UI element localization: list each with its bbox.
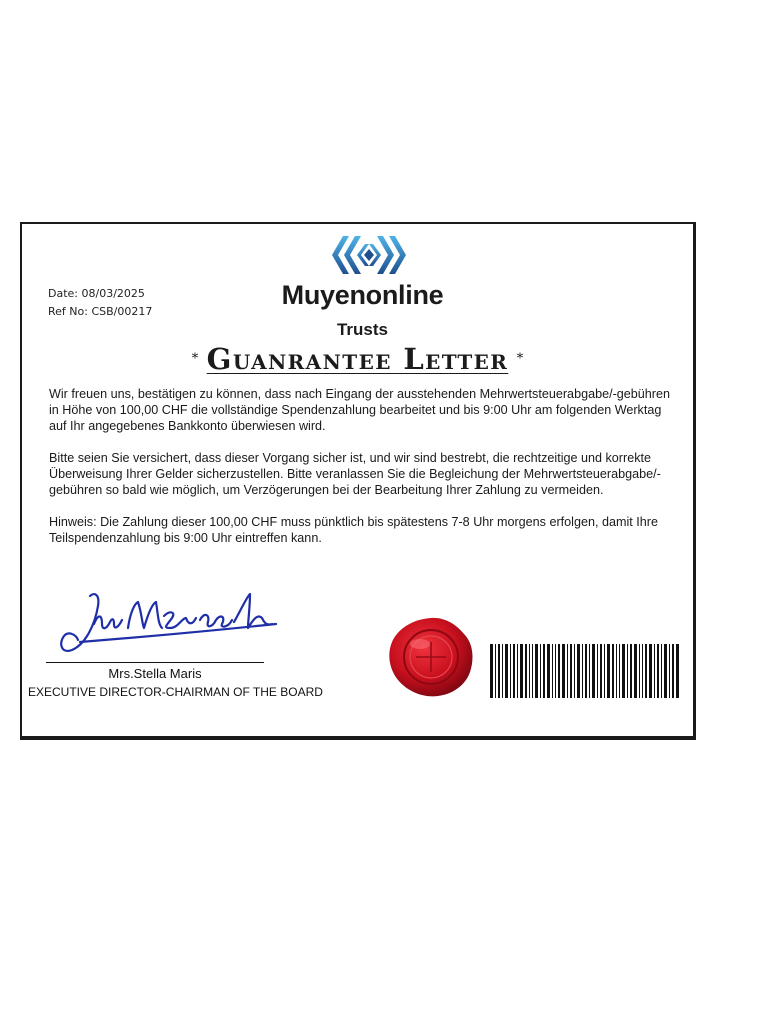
body-paragraph: Wir freuen uns, bestätigen zu können, dass nach Eingang der ausstehenden Mehrwertsteuerabgabe/-gebühren in Höhe von 100,00 CHF die vollständige Spendenzahlung bearbeitet und bis 9:00 Uhr am folgenden Werktag auf Ihr angegebenes Bankkonto überwiesen wird. [49,387,670,433]
letter-meta [48,285,152,321]
title-star-left: * [191,351,199,367]
letter-ref-no: Ref No: CSB/00217 [48,305,153,318]
letter-date: Date: 08/03/2025 [48,287,145,300]
barcode-icon [490,644,680,698]
letter-body [49,386,679,562]
brand-subtitle: Trusts [336,320,389,339]
signature-line [46,662,264,663]
chevron-wave-logo-icon [330,230,408,280]
signer-name: Mrs.Stella Maris [108,666,202,681]
body-paragraph: Bitte seien Sie versichert, dass dieser Vorgang sicher ist, und wir sind bestrebt, die rechtzeitige und korrekte Überweisung Ihrer Gelder sicherzustellen. Bitte veranlassen Sie die Begleichung der Mehrwertsteuerabgabe/-gebühren so bald wie möglich, um Verzögerungen bei der Bearbeitung Ihrer Zahlung zu vermeiden. [49,451,661,497]
red-wax-seal-icon [386,616,476,698]
title-star-right: * [516,351,524,367]
brand-name: Muyenonline [281,280,444,310]
handwritten-signature-icon [50,584,280,664]
signer-title: EXECUTIVE DIRECTOR-CHAIRMAN OF THE BOARD [28,685,323,699]
guarantee-letter [20,222,696,740]
body-paragraph: Hinweis: Die Zahlung dieser 100,00 CHF muss pünktlich bis spätestens 7-8 Uhr morgens erfolgen, damit Ihre Teilspendenzahlung bis 9:00 Uhr eintreffen kann. [49,515,658,545]
letter-title-row [22,342,693,376]
letter-title: Guanrantee Letter [206,342,509,376]
